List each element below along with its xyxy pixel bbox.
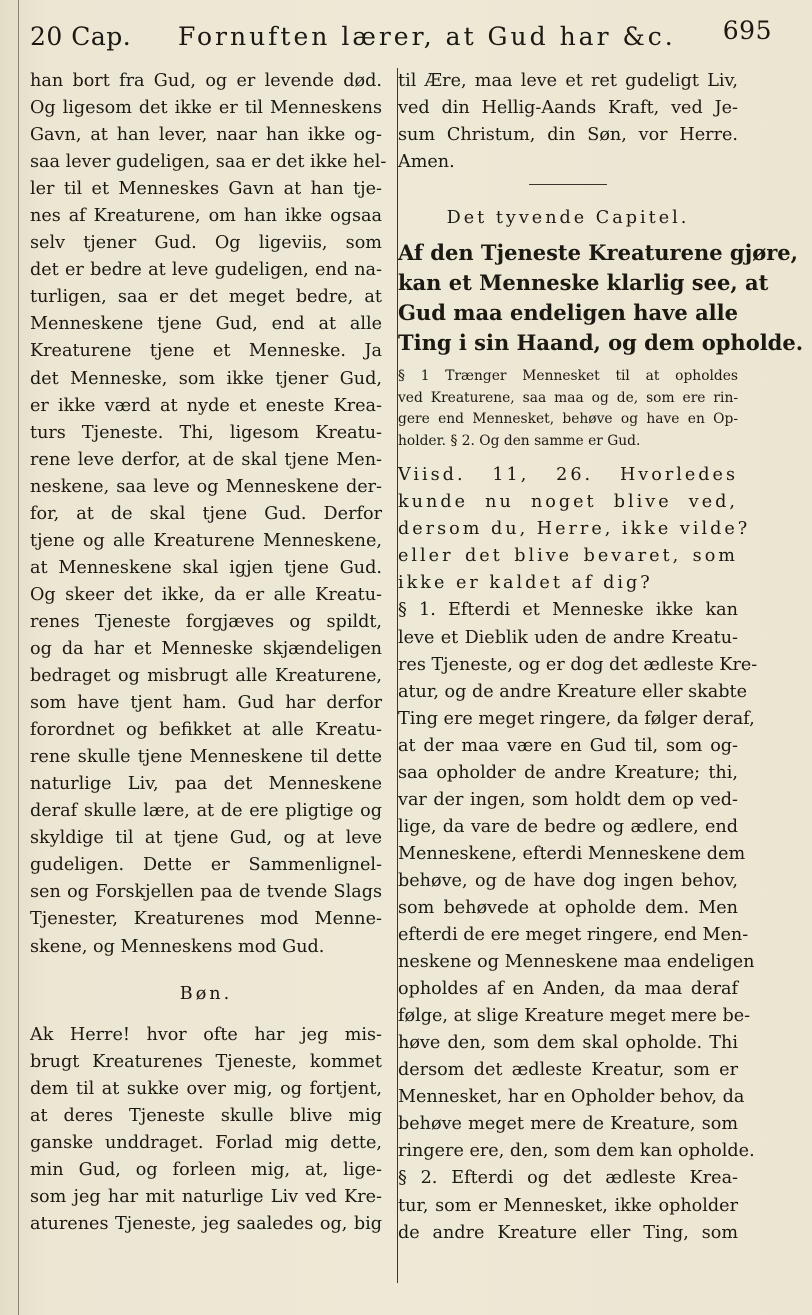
scripture-line: dersom du, Herre, ikke vilde? xyxy=(398,519,751,540)
page-number: 695 xyxy=(722,16,772,45)
text-line: Menneskene tjene Gud, end at alle xyxy=(30,314,382,335)
text-line: turligen, saa er det meget bedre, at xyxy=(30,287,382,308)
text-line: ved din Hellig-Aands Kraft, ved Je- xyxy=(398,98,738,119)
text-line: høve den, som dem skal opholde. Thi xyxy=(398,1033,738,1054)
body-paragraph xyxy=(30,68,387,961)
chapter-title xyxy=(398,238,804,358)
prayer-title: Bøn. xyxy=(179,983,233,1004)
text-line: det er bedre at leve gudeligen, end na- xyxy=(30,260,382,281)
text-line: og da har et Menneske skjændeligen xyxy=(30,638,382,659)
scripture-line: kunde nu noget blive ved, xyxy=(398,492,738,513)
title-line: Ting i sin Haand, og dem opholde. xyxy=(398,330,804,356)
chapter-label: Det tyvende Capitel. xyxy=(446,208,690,229)
text-line: at deres Tjeneste skulle blive mig xyxy=(30,1105,382,1126)
text-line: saa opholder de andre Kreature; thi, xyxy=(398,762,738,783)
text-line: Og skeer det ikke, da er alle Kreatu- xyxy=(30,584,382,605)
title-line: kan et Menneske klarlig see, at xyxy=(398,270,769,296)
text-line: Amen. xyxy=(398,152,455,173)
text-line: ler til et Menneskes Gavn at han tje- xyxy=(30,179,382,200)
text-line: res Tjeneste, og er dog det ædleste Kre- xyxy=(398,654,758,675)
title-line: Gud maa endeligen have alle xyxy=(398,300,738,326)
text-line: at der maa være en Gud til, som og- xyxy=(398,735,738,756)
text-line: renes Tjeneste forgjæves og spildt, xyxy=(30,611,382,632)
summary-line: gere end Mennesket, behøve og have en Op- xyxy=(398,411,738,428)
text-line: Ak Herre! hvor ofte har jeg mis- xyxy=(30,1024,382,1045)
text-line: sen og Forskjellen paa de tvende Slags xyxy=(30,882,382,903)
summary-line: holder. § 2. Og den samme er Gud. xyxy=(398,432,641,449)
text-line: leve et Dieblik uden de andre Kreatu- xyxy=(398,627,738,648)
text-line: atur, og de andre Kreature eller skabte xyxy=(398,681,748,702)
text-line: at Menneskene skal igjen tjene Gud. xyxy=(30,557,382,578)
text-line: er ikke værd at nyde et eneste Krea- xyxy=(30,395,382,416)
text-line: § 1. Efterdi et Menneske ikke kan xyxy=(398,600,738,621)
text-line: som jeg har mit naturlige Liv ved Kre- xyxy=(30,1186,382,1207)
text-line: han bort fra Gud, og er levende død. xyxy=(30,71,382,91)
scripture-line: Viisd. 11, 26. Hvorledes xyxy=(398,465,738,486)
text-line: ringere ere, den, som dem kan opholde. xyxy=(398,1141,755,1162)
text-line: bedraget og misbrugt alle Kreaturene, xyxy=(30,666,382,687)
scripture-quote xyxy=(398,462,751,597)
text-line: som behøvede at opholde dem. Men xyxy=(398,897,738,918)
text-line: tur, som er Mennesket, ikke opholder xyxy=(398,1195,738,1216)
text-line: skene, og Menneskens mod Gud. xyxy=(30,936,325,957)
text-line: de andre Kreature eller Ting, som xyxy=(398,1222,738,1243)
prayer-ending xyxy=(398,68,738,176)
text-line: sum Christum, din Søn, vor Herre. xyxy=(398,125,738,146)
scripture-line: ikke er kaldet af dig? xyxy=(398,573,653,594)
text-line: til Ære, maa leve et ret gudeligt Liv, xyxy=(398,71,738,91)
text-line: rene leve derfor, at de skal tjene Men- xyxy=(30,449,382,470)
text-line: nes af Kreaturene, om han ikke ogsaa xyxy=(30,206,382,227)
summary-line: § 1 Trænger Mennesket til at opholdes xyxy=(398,368,738,385)
text-line: ganske unddraget. Forlad mig dette, xyxy=(30,1132,382,1153)
text-line: behøve, og de have dog ingen behov, xyxy=(398,870,738,891)
text-line: § 2. Efterdi og det ædleste Krea- xyxy=(398,1168,738,1189)
page-edge-rule xyxy=(18,0,19,1315)
text-line: forordnet og befikket at alle Kreatu- xyxy=(30,720,382,741)
text-line: behøve meget mere de Kreature, som xyxy=(398,1114,738,1135)
text-line: opholdes af en Anden, da maa deraf xyxy=(398,979,738,1000)
scripture-line: eller det blive bevaret, som xyxy=(398,546,738,567)
text-line: som have tjent ham. Gud har derfor xyxy=(30,693,382,714)
section-1-paragraph xyxy=(398,597,758,1165)
text-line: skyldige til at tjene Gud, og at leve xyxy=(30,828,382,849)
text-line: selv tjener Gud. Og ligeviis, som xyxy=(30,233,382,254)
text-line: neskene og Menneskene maa endeligen xyxy=(398,952,755,973)
text-line: rene skulle tjene Menneskene til dette xyxy=(30,747,382,768)
text-line: det Menneske, som ikke tjener Gud, xyxy=(30,368,382,389)
header-title: Fornuften lærer, at Gud har &c. xyxy=(178,22,676,51)
text-line: efterdi de ere meget ringere, end Men- xyxy=(398,925,749,946)
text-line: aturenes Tjeneste, jeg saaledes og, big xyxy=(30,1213,382,1234)
section-2-paragraph xyxy=(398,1165,738,1246)
text-line: tjene og alle Kreaturene Menneskene, xyxy=(30,530,382,551)
text-line: gudeligen. Dette er Sammenlignel- xyxy=(30,855,382,876)
text-line: Gavn, at han lever, naar han ikke og- xyxy=(30,125,382,146)
prayer-paragraph xyxy=(30,1022,382,1238)
text-line: naturlige Liv, paa det Menneskene xyxy=(30,774,382,795)
text-line: lige, da vare de bedre og ædlere, end xyxy=(398,816,738,837)
text-line: saa lever gudeligen, saa er det ikke hel- xyxy=(30,152,387,173)
running-header xyxy=(30,16,772,58)
text-line: Mennesket, har en Opholder behov, da xyxy=(398,1087,745,1108)
title-line: Af den Tjeneste Kreaturene gjøre, xyxy=(398,240,798,266)
header-chapter: 20 Cap. xyxy=(30,22,132,51)
text-line: Menneskene, efterdi Menneskene dem xyxy=(398,843,746,864)
text-line: dersom det ædleste Kreatur, som er xyxy=(398,1060,738,1081)
text-line: deraf skulle lære, at de ere pligtige og xyxy=(30,801,382,822)
text-line: neskene, saa leve og Menneskene der- xyxy=(30,476,382,497)
text-line: Og ligesom det ikke er til Menneskens xyxy=(30,98,382,119)
text-line: Ting ere meget ringere, da følger deraf, xyxy=(398,708,755,729)
text-line: følge, at slige Kreature meget mere be- xyxy=(398,1006,751,1027)
text-line: Kreaturene tjene et Menneske. Ja xyxy=(30,341,382,362)
text-line: min Gud, og forleen mig, at, lige- xyxy=(30,1159,382,1180)
text-line: for, at de skal tjene Gud. Derfor xyxy=(30,503,382,524)
text-line: brugt Kreaturenes Tjeneste, kommet xyxy=(30,1051,382,1072)
text-line: dem til at sukke over mig, og fortjent, xyxy=(30,1078,382,1099)
left-column xyxy=(30,68,387,1238)
summary-line: ved Kreaturene, saa maa og de, som ere rin- xyxy=(398,389,738,406)
text-line: var der ingen, som holdt dem op ved- xyxy=(398,789,738,810)
right-column xyxy=(398,68,804,1247)
text-line: turs Tjeneste. Thi, ligesom Kreatu- xyxy=(30,422,382,443)
chapter-summary xyxy=(398,366,738,452)
text-line: Tjenester, Kreaturenes mod Menne- xyxy=(30,909,382,930)
